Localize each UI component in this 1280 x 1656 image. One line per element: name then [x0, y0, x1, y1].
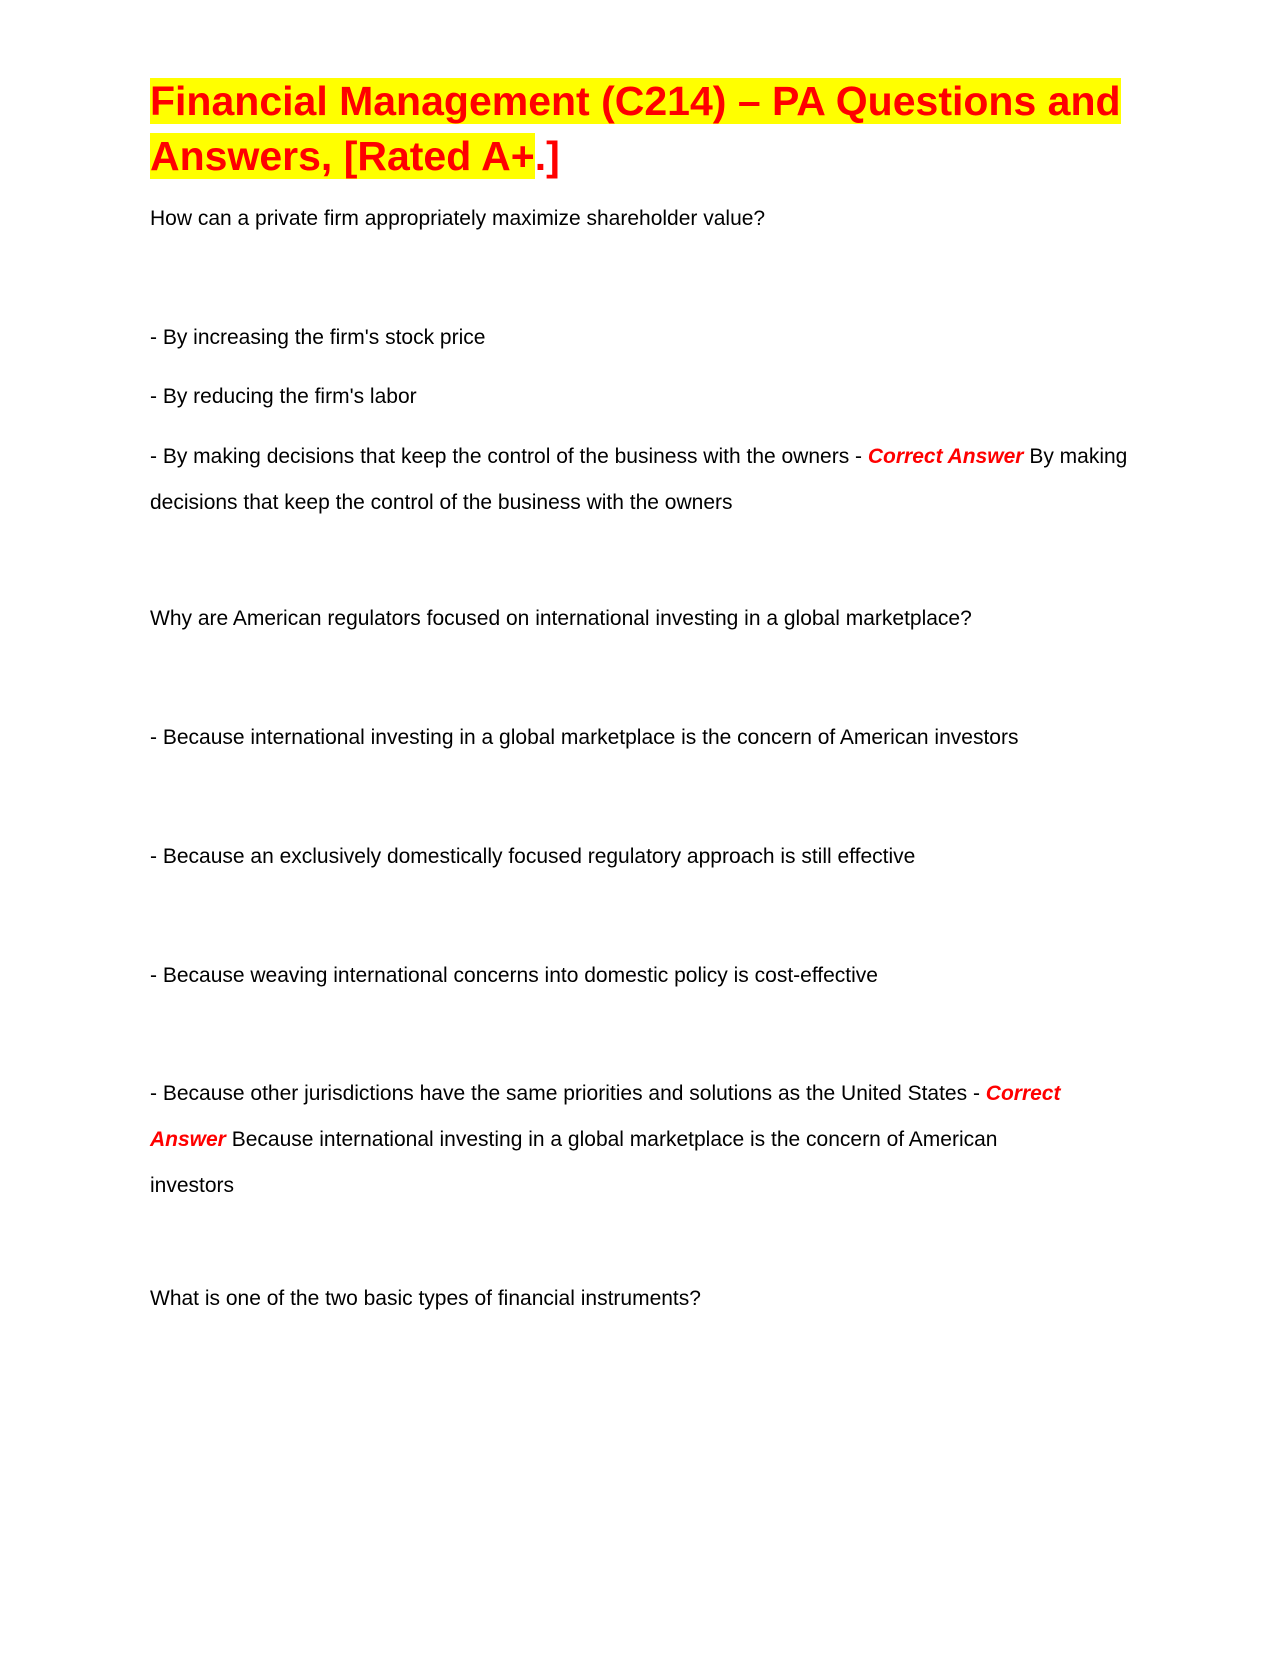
question-2-option-3: - Because weaving international concerns into domestic policy is cost-effective [150, 964, 878, 987]
title-highlighted-text: Financial Management (C214) – PA Questions and Answers, [Rated A+ [150, 78, 1121, 179]
question-2-answer: Because international investing in a global marketplace is the concern of American investors [150, 1128, 998, 1197]
question-2: Why are American regulators focused on international investing in a global marketplace? [150, 607, 972, 630]
question-2-option-4-with-answer [150, 1071, 1070, 1209]
correct-answer-label: Correct Answer [150, 1082, 1061, 1151]
question-1-option-3-with-answer [150, 434, 1140, 526]
question-1-option-3: - By making decisions that keep the control of the business with the owners - [150, 445, 863, 468]
correct-answer-label: Correct Answer [867, 445, 1024, 468]
document-title [150, 74, 1130, 184]
question-1-option-2: - By reducing the firm's labor [150, 385, 417, 408]
question-2-option-2: - Because an exclusively domestically focused regulatory approach is still effective [150, 845, 916, 868]
question-2-option-1: - Because international investing in a global marketplace is the concern of American investors [150, 726, 1019, 749]
question-3: What is one of the two basic types of financial instruments? [150, 1287, 701, 1310]
question-1: How can a private firm appropriately maximize shareholder value? [150, 207, 766, 230]
question-1-option-1: - By increasing the firm's stock price [150, 326, 486, 349]
question-2-option-4: - Because other jurisdictions have the same priorities and solutions as the United States - [150, 1082, 980, 1105]
title-tail-text: .] [534, 133, 560, 179]
question-1-answer: By making decisions that keep the control of the business with the owners [150, 445, 1128, 514]
